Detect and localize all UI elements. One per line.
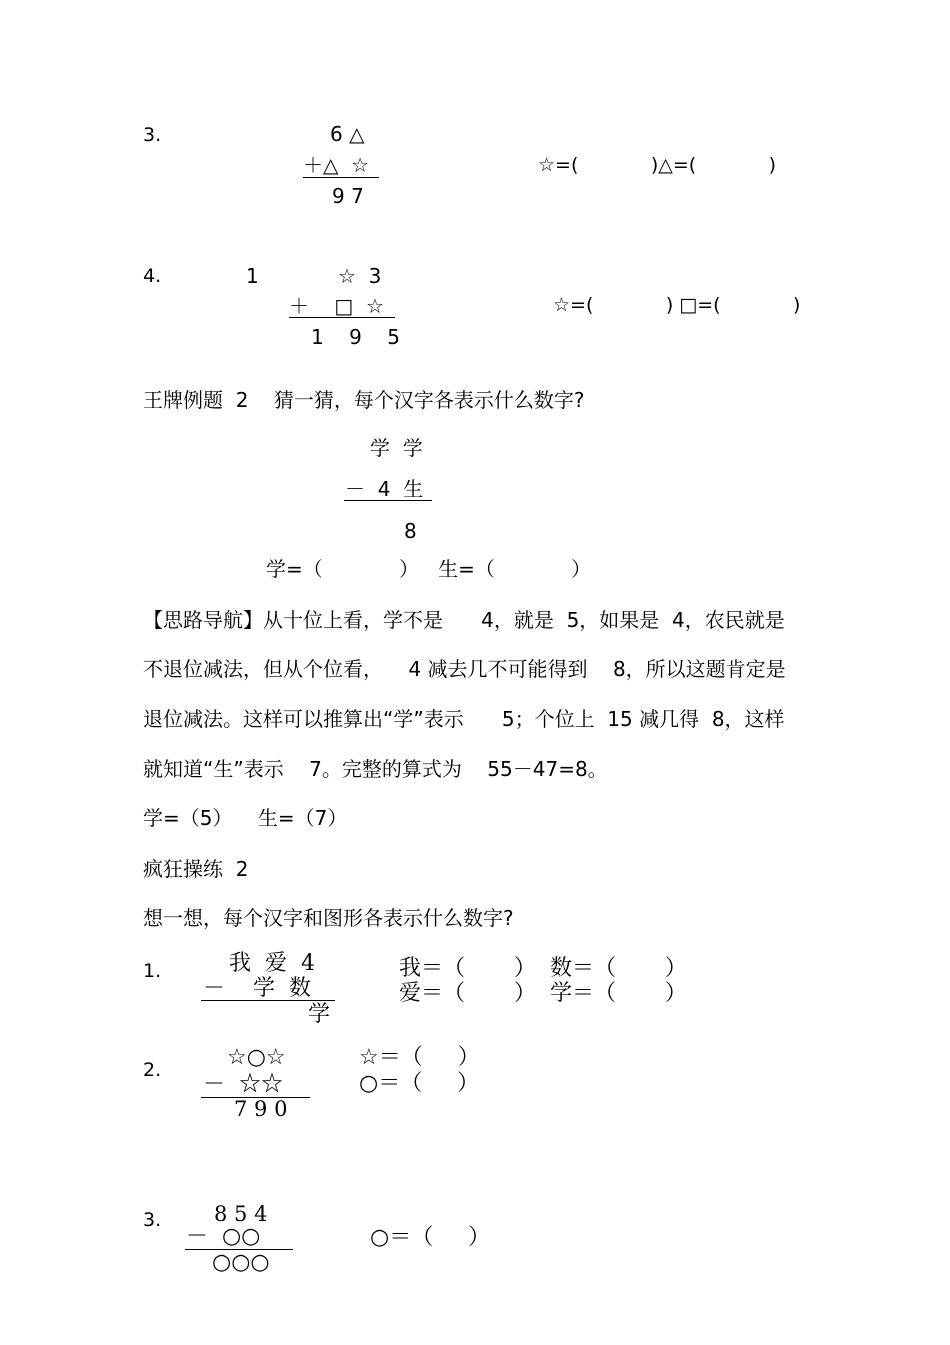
practice-3-answer: ○＝（ ） <box>370 1225 491 1250</box>
practice-1-result: 学 <box>308 1002 331 1027</box>
practice-2-answer-row-2: ○＝（ ） <box>359 1071 480 1096</box>
problem-4-answer: ☆=( ) □=( ) <box>553 294 801 316</box>
practice-3-mid-row: － ○○ <box>186 1224 261 1249</box>
example-2-top-row: 学 学 <box>370 436 423 460</box>
problem-4-mid-row: ＋ □ ☆ <box>289 294 384 318</box>
practice-title: 疯狂操练 2 <box>143 857 249 881</box>
practice-2-label: 2. <box>143 1059 162 1081</box>
practice-1-answer-row-1: 我＝（ ） 数＝（ ） <box>399 956 687 981</box>
explanation-line-4: 就知道“生”表示 7。完整的算式为 55－47=8。 <box>143 757 608 781</box>
problem-3-sum-line <box>303 177 379 178</box>
explanation-line-2: 不退位减法，但从个位看， 4 减去几不可能得到 8，所以这题肯定是 <box>143 657 786 681</box>
practice-3-top-row: 8 5 4 <box>214 1202 268 1226</box>
example-2-answer: 学=（ ） 生=（ ） <box>266 557 592 581</box>
problem-4-result: 1 9 5 <box>311 325 401 349</box>
problem-4-hundreds-digit: 1 <box>246 264 259 288</box>
practice-2-top-row: ☆○☆ <box>227 1045 286 1070</box>
problem-3-label: 3. <box>143 124 162 146</box>
explanation-answer: 学=（5） 生=（7） <box>143 806 348 830</box>
practice-3-label: 3. <box>143 1209 162 1231</box>
practice-2-mid-row: － ☆☆ <box>203 1072 283 1097</box>
explanation-line-1: 【思路导航】从十位上看，学不是 4，就是 5，如果是 4，农民就是 <box>143 608 785 632</box>
practice-1-mid-row: － 学 数 <box>203 976 311 1001</box>
example-2-title: 王牌例题 2 猜一猜，每个汉字各表示什么数字? <box>143 388 585 412</box>
explanation-line-3: 退位减法。这样可以推算出“学”表示 5；个位上 15 减几得 8，这样 <box>143 707 785 731</box>
problem-4-top-row: ☆ 3 <box>338 264 382 288</box>
problem-3-result: 9 7 <box>332 184 364 208</box>
practice-2-result: 7 9 0 <box>234 1097 288 1121</box>
example-2-mid-row: － 4 生 <box>345 477 424 501</box>
practice-1-label: 1. <box>143 960 162 982</box>
example-2-sub-line <box>344 500 432 501</box>
practice-1-sub-line <box>201 1000 335 1001</box>
problem-4-sum-line <box>289 317 395 318</box>
example-2-result: 8 <box>404 519 417 543</box>
practice-3-result: ○○○ <box>212 1250 270 1275</box>
problem-3-top-row: 6 △ <box>330 122 365 146</box>
problem-3-mid-row: ＋△ ☆ <box>303 153 370 177</box>
practice-1-top-row: 我 爱 4 <box>229 951 315 976</box>
practice-intro: 想一想，每个汉字和图形各表示什么数字? <box>143 906 514 930</box>
problem-4-label: 4. <box>143 265 162 287</box>
practice-1-answer-row-2: 爱＝（ ） 学＝（ ） <box>399 981 687 1006</box>
practice-2-answer-row-1: ☆＝（ ） <box>359 1045 480 1070</box>
problem-3-answer: ☆=( )△=( ) <box>538 154 777 176</box>
